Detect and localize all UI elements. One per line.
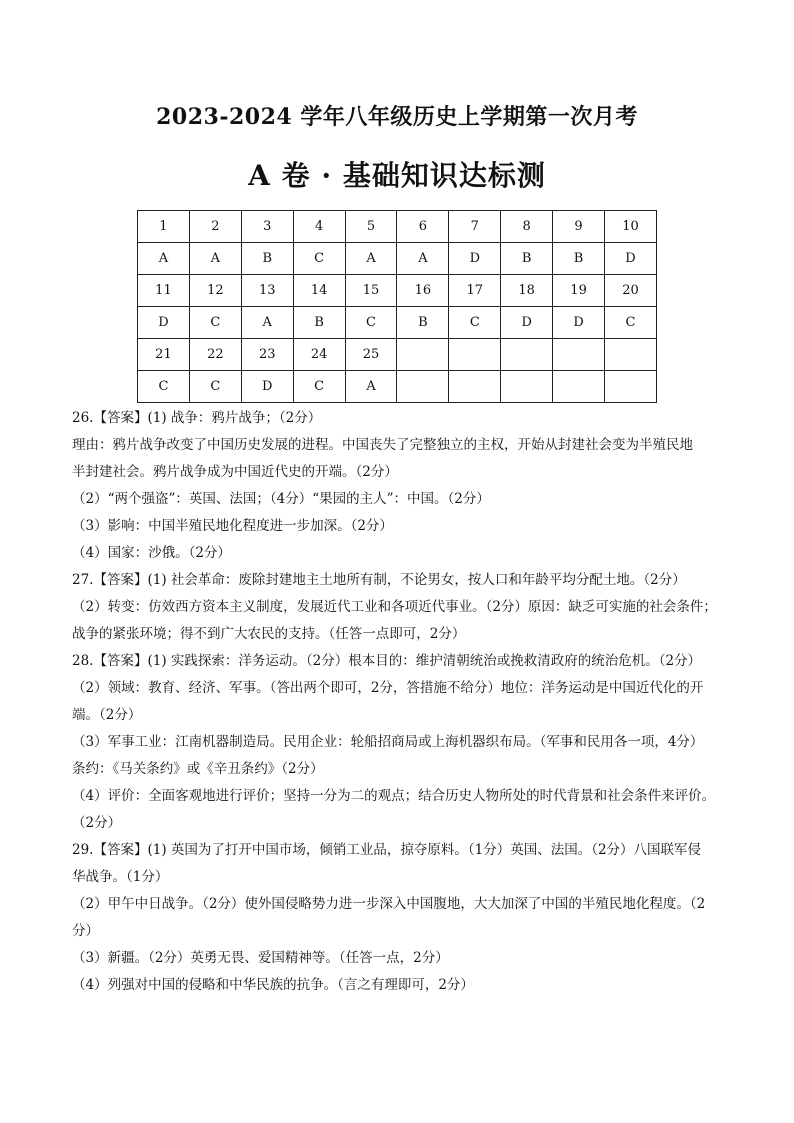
table-cell: 7: [449, 211, 501, 243]
answer-line: 26.【答案】(1) 战争：鸦片战争；（2分）: [72, 410, 322, 426]
answer-line: （3）军事工业：江南机器制造局。民用企业：轮船招商局或上海机器织布局。（军事和民用各一项，4分）: [72, 734, 704, 750]
table-cell: D: [553, 307, 605, 339]
answer-line: 29.【答案】(1) 英国为了打开中国市场，倾销工业品，掠夺原料。（1分）英国、法国。（2分）八国联军侵: [72, 842, 702, 858]
table-cell: [449, 371, 501, 403]
answer-line: （4）评价：全面客观地进行评价；坚持一分为二的观点；结合历史人物所处的时代背景和社会条件来评价。: [72, 788, 716, 804]
table-cell: [553, 339, 605, 371]
table-row: [138, 371, 657, 403]
table-cell: D: [138, 307, 190, 339]
answer-line: （3）影响：中国半殖民地化程度进一步加深。（2分）: [72, 518, 393, 534]
answer-line: （2）“两个强盗”：英国、法国；（4分）“果园的主人”：中国。（2分）: [72, 491, 490, 507]
answer-explanations: [72, 405, 742, 999]
table-cell: 16: [397, 275, 449, 307]
answer-line: 27.【答案】(1) 社会革命：废除封建地主土地所有制，不论男女，按人口和年龄平均分配土地。（2分）: [72, 572, 686, 588]
table-cell: [553, 371, 605, 403]
table-cell: 11: [138, 275, 190, 307]
answer-line: 华战争。（1分）: [72, 869, 169, 885]
answer-line: （4）列强对中国的侵略和中华民族的抗争。（言之有理即可，2分）: [72, 977, 474, 993]
table-cell: A: [345, 243, 397, 275]
table-cell: 17: [449, 275, 501, 307]
table-cell: 9: [553, 211, 605, 243]
table-cell: 5: [345, 211, 397, 243]
table-row: [138, 339, 657, 371]
table-cell: D: [241, 371, 293, 403]
table-cell: 3: [241, 211, 293, 243]
answer-line: （2）转变：仿效西方资本主义制度，发展近代工业和各项近代事业。（2分）原因：缺乏可实施的社会条件；: [72, 599, 717, 615]
answer-line: 理由：鸦片战争改变了中国历史发展的进程。中国丧失了完整独立的主权，开始从封建社会变为半殖民地: [72, 437, 693, 453]
answer-line: 28.【答案】(1) 实践探索：洋务运动。（2分）根本目的：维护清朝统治或挽救清政府的统治危机。（2分）: [72, 653, 702, 669]
table-cell: C: [293, 243, 345, 275]
table-cell: B: [553, 243, 605, 275]
table-cell: 10: [605, 211, 657, 243]
table-cell: 6: [397, 211, 449, 243]
table-cell: 12: [189, 275, 241, 307]
table-cell: 4: [293, 211, 345, 243]
table-cell: 18: [501, 275, 553, 307]
answer-line: 战争的紧张环境；得不到广大农民的支持。（任答一点即可，2分）: [72, 626, 466, 642]
table-cell: B: [293, 307, 345, 339]
table-cell: [501, 339, 553, 371]
table-cell: 8: [501, 211, 553, 243]
table-cell: B: [241, 243, 293, 275]
table-cell: B: [397, 307, 449, 339]
page-title: 2023-2024 学年八年级历史上学期第一次月考: [156, 104, 638, 130]
table-cell: C: [345, 307, 397, 339]
answer-line: （2分）: [72, 815, 122, 831]
table-cell: 22: [189, 339, 241, 371]
table-cell: [449, 339, 501, 371]
answer-line: （2）甲午中日战争。（2分）使外国侵略势力进一步深入中国腹地，大大加深了中国的半殖民地化程度。（2: [72, 896, 706, 912]
table-row: [138, 307, 657, 339]
table-cell: [397, 371, 449, 403]
table-cell: 15: [345, 275, 397, 307]
table-cell: 20: [605, 275, 657, 307]
table-cell: C: [189, 307, 241, 339]
table-cell: [397, 339, 449, 371]
answer-line: （2）领域：教育、经济、军事。（答出两个即可，2分，答措施不给分）地位：洋务运动是中国近代化的开: [72, 680, 704, 696]
table-cell: D: [501, 307, 553, 339]
table-cell: C: [138, 371, 190, 403]
table-cell: A: [189, 243, 241, 275]
section-subtitle: A 卷 · 基础知识达标测: [248, 159, 546, 192]
table-cell: A: [397, 243, 449, 275]
table-cell: C: [189, 371, 241, 403]
table-cell: D: [449, 243, 501, 275]
table-cell: C: [293, 371, 345, 403]
table-cell: A: [241, 307, 293, 339]
table-row: [138, 211, 657, 243]
table-cell: 24: [293, 339, 345, 371]
table-cell: A: [345, 371, 397, 403]
table-cell: 25: [345, 339, 397, 371]
table-cell: 19: [553, 275, 605, 307]
answer-line: （3）新疆。（2分）英勇无畏、爱国精神等。（任答一点，2分）: [72, 950, 449, 966]
answer-line: 分）: [72, 923, 99, 939]
table-cell: C: [449, 307, 501, 339]
table-cell: [605, 339, 657, 371]
table-cell: [501, 371, 553, 403]
table-cell: B: [501, 243, 553, 275]
answer-line: （4）国家：沙俄。（2分）: [72, 545, 231, 561]
table-cell: [605, 371, 657, 403]
table-cell: C: [605, 307, 657, 339]
table-cell: 13: [241, 275, 293, 307]
table-cell: 21: [138, 339, 190, 371]
answer-line: 条约：《马关条约》或《辛丑条约》（2分）: [72, 761, 324, 777]
table-cell: 23: [241, 339, 293, 371]
table-cell: 2: [189, 211, 241, 243]
answer-table: [137, 210, 657, 403]
answer-line: 端。（2分）: [72, 707, 142, 723]
table-cell: 1: [138, 211, 190, 243]
answer-line: 半封建社会。鸦片战争成为中国近代史的开端。（2分）: [72, 464, 398, 480]
table-cell: 14: [293, 275, 345, 307]
table-cell: D: [605, 243, 657, 275]
table-cell: A: [138, 243, 190, 275]
table-row: [138, 275, 657, 307]
table-row: [138, 243, 657, 275]
